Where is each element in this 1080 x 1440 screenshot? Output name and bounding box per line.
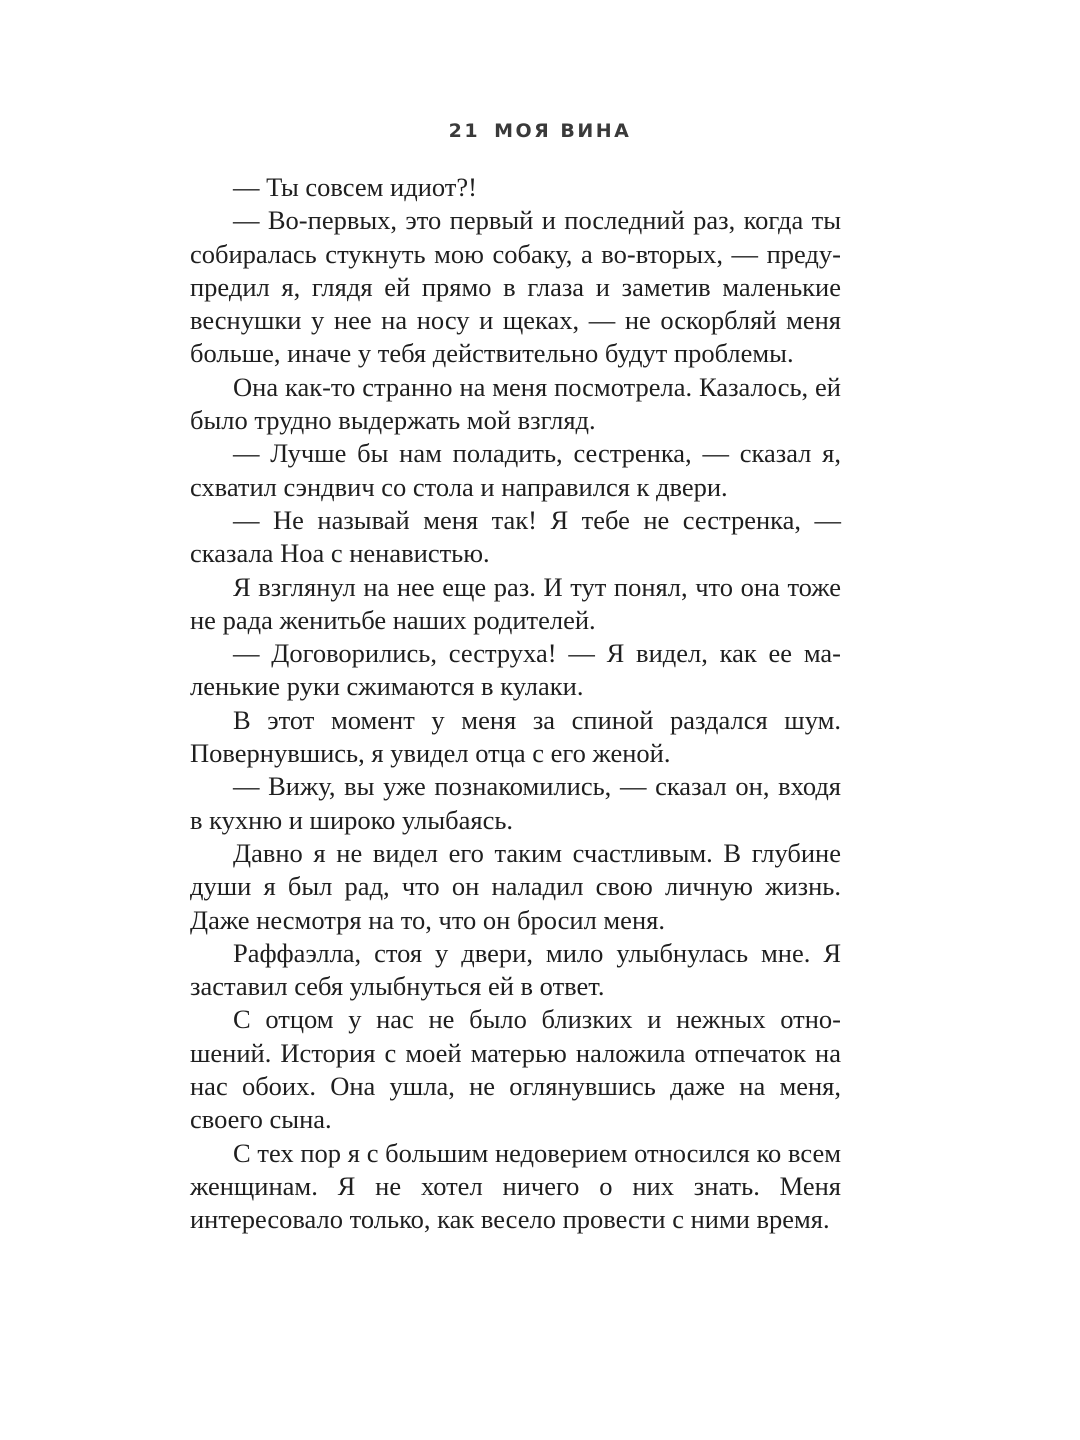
paragraph: — Ты совсем идиот?!: [233, 172, 477, 202]
running-head: [0, 120, 1080, 142]
paragraph: — Лучше бы нам поладить, сестренка, — сказал я, схватил сэндвич со стола и направился к двери.: [190, 438, 841, 502]
paragraph: С тех пор я с большим недоверием относился ко всем женщинам. Я не хотел ничего о них знать. Меня интересовало только, как весело провести с ними время.: [190, 1137, 841, 1235]
paragraph: В этот момент у меня за спиной раздался шум. Повернувшись, я увидел отца с его женой.: [190, 704, 841, 769]
page-number: 21: [448, 120, 481, 142]
paragraph: — Во-первых, это первый и последний раз, когда ты собиралась стукнуть мою собаку, а во-вторых, — предупредил я, глядя ей прямо в глаза и заметив маленькие веснушки у нее на носу и щеках, — не оскорбляй меня больше, иначе у тебя действительно будут проблемы.: [190, 205, 841, 369]
paragraph: — Договорились, сеструха! — Я видел, как ее маленькие руки сжимаются в кулаки.: [190, 638, 841, 702]
paragraph: — Вижу, вы уже познакомились, — сказал он, входя в кухню и широко улыбаясь.: [190, 771, 841, 835]
paragraph: С отцом у нас не было близких и нежных отношений. История с моей матерью наложила отпечаток на нас обоих. Она ушла, не оглянувшись даже на меня, своего сына.: [190, 1004, 841, 1135]
paragraph: — Не называй меня так! Я тебе не сестренка, — сказала Ноа с ненавистью.: [190, 504, 841, 569]
paragraph: Я взглянул на нее еще раз. И тут понял, что она тоже не рада женитьбе наших родителей.: [190, 571, 841, 635]
chapter-title: МОЯ ВИНА: [494, 120, 632, 142]
paragraph: Она как-то странно на меня посмотрела. Казалось, ей было трудно выдержать мой взгляд.: [190, 371, 841, 436]
paragraph: Раффаэлла, стоя у двери, мило улыбнулась мне. Я заставил себя улыбнуться ей в ответ.: [190, 937, 841, 1002]
body-text: [190, 171, 841, 1237]
paragraph: Давно я не видел его таким счастливым. В глубине души я был рад, что он наладил свою личную жизнь. Даже несмотря на то, что он бросил меня.: [190, 837, 841, 935]
